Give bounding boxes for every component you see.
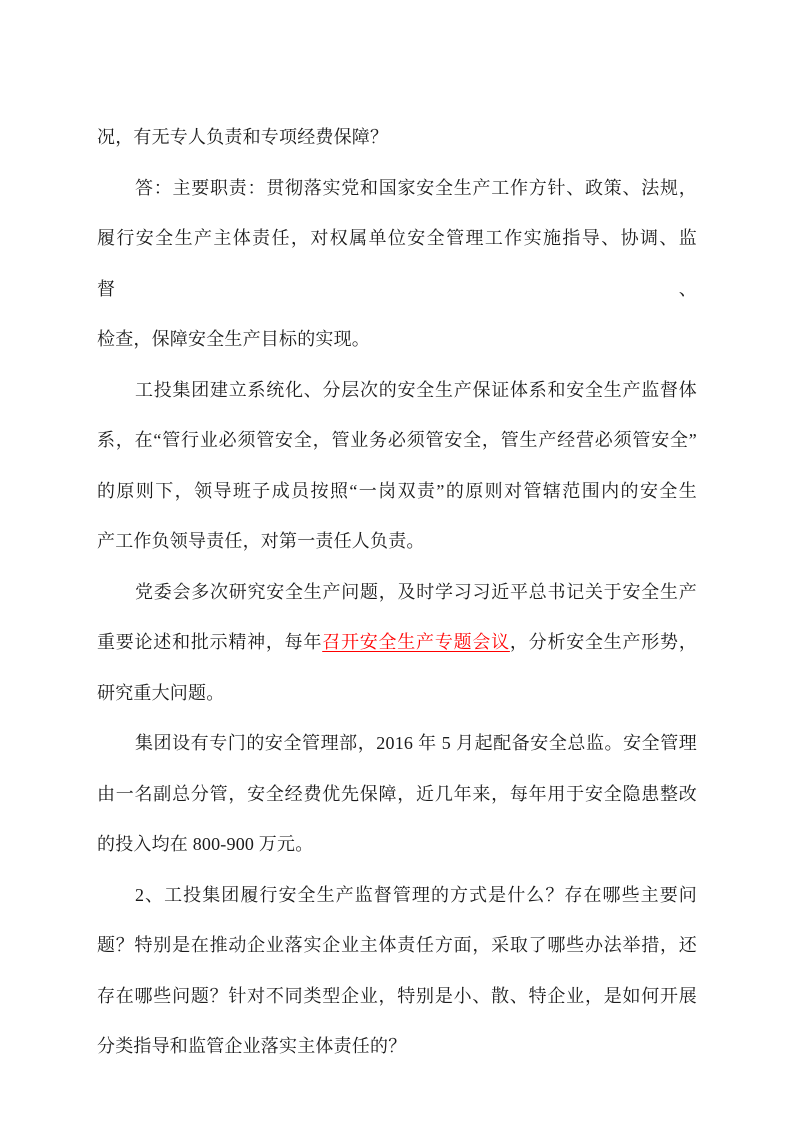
- text-line-continuation: 况，有无专人负责和专项经费保障？: [97, 127, 389, 147]
- text-line: 检查，保障安全生产目标的实现。: [97, 329, 370, 349]
- text-line: 集团设有专门的安全管理部，2016 年 5 月起配备安全总监。安全管理: [135, 733, 697, 753]
- highlighted-phrase: 召开安全生产专题会议: [322, 632, 510, 652]
- text-line: 由一名副总分管，安全经费优先保障，近几年来，每年用于安全隐患整改: [97, 783, 697, 804]
- text-run: ，分析安全生产形势，: [509, 632, 698, 652]
- text-line: 答：主要职责：贯彻落实党和国家安全生产工作方针、政策、法规，: [135, 177, 697, 198]
- text-line: 履行安全生产主体责任，对权属单位安全管理工作实施指导、协调、监督、: [97, 228, 697, 299]
- text-line: 党委会多次研究安全生产问题，及时学习习近平总书记关于安全生产: [135, 581, 697, 602]
- text-line: 工投集团建立系统化、分层次的安全生产保证体系和安全生产监督体: [135, 379, 697, 400]
- text-line: 的原则下，领导班子成员按照“一岗双责”的原则对管辖范围内的安全生: [97, 480, 697, 501]
- text-line: 2、工投集团履行安全生产监督管理的方式是什么？存在哪些主要问: [135, 884, 697, 905]
- text-line: 的投入均在 800-900 万元。: [97, 834, 314, 854]
- document-body: [97, 112, 697, 1072]
- text-line: 产工作负领导责任，对第一责任人负责。: [97, 531, 425, 551]
- text-line: 题？特别是在推动企业落实企业主体责任方面，采取了哪些办法举措，还: [97, 935, 697, 955]
- text-line: 存在哪些问题？针对不同类型企业，特别是小、散、特企业，是如何开展: [97, 985, 697, 1006]
- text-line: 系，在“管行业必须管安全，管业务必须管安全，管生产经营必须管安全”: [97, 430, 697, 450]
- text-run: 重要论述和批示精神，每年: [97, 632, 323, 652]
- text-line: 分类指导和监管企业落实主体责任的？: [97, 1036, 407, 1056]
- text-line-with-highlight: [97, 617, 697, 668]
- text-line: 研究重大问题。: [97, 682, 225, 703]
